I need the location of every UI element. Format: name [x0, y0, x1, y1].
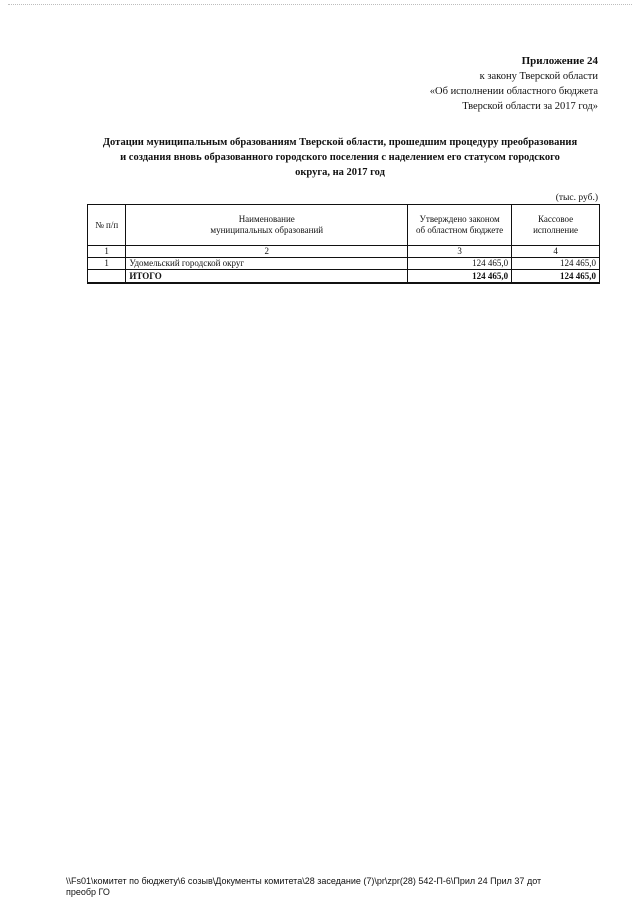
total-label: ИТОГО	[126, 270, 408, 284]
total-cash: 124 465,0	[512, 270, 600, 284]
table-header-row	[88, 205, 600, 246]
header-cash-line-2: исполнение	[533, 225, 579, 235]
header-cash-line-1: Кассовое	[537, 214, 574, 224]
document-title-line-1: Дотации муниципальным образованиям Тверской области, прошедшим процедуру преобразования	[102, 137, 578, 148]
row-num: 1	[88, 258, 126, 270]
row-approved: 124 465,0	[408, 258, 512, 270]
total-approved: 124 465,0	[408, 270, 512, 284]
document-title-line-2: и создания вновь образованного городского поселения с наделением его статусом городского	[120, 152, 560, 163]
header-cash	[512, 205, 600, 246]
appendix-line-2: «Об исполнении областного бюджета	[429, 86, 598, 97]
footer-line-2: преобр ГО	[66, 887, 110, 897]
header-name-line-2: муниципальных образований	[210, 225, 324, 235]
document-title-line-3: округа, на 2017 год	[295, 167, 385, 178]
appendix-line-1: к закону Тверской области	[479, 71, 598, 82]
column-number: 2	[126, 246, 408, 258]
header-name	[126, 205, 408, 246]
header-num: № п/п	[88, 205, 126, 246]
document-title	[80, 135, 600, 180]
header-approved	[408, 205, 512, 246]
scan-artifact-line	[8, 4, 632, 7]
table-row	[88, 258, 600, 270]
footer-line-1: \\Fs01\комитет по бюджету\6 созыв\Документы комитета\28 заседание (7)\pr\zpr(28) 542-П-6\Прил 24 Прил 37 дот	[66, 876, 542, 886]
header-approved-line-2: об областном бюджете	[416, 225, 504, 235]
header-name-line-1: Наименование	[238, 214, 295, 224]
row-name: Удомельский городской округ	[126, 258, 408, 270]
appendix-header	[430, 54, 598, 114]
appendix-line-3: Тверской области за 2017 год»	[462, 101, 598, 112]
header-approved-line-1: Утверждено законом	[419, 214, 500, 224]
row-cash: 124 465,0	[512, 258, 600, 270]
column-number-row	[88, 246, 600, 258]
total-row	[88, 270, 600, 284]
column-number: 3	[408, 246, 512, 258]
appendix-title: Приложение 24	[521, 55, 598, 67]
total-num-empty	[88, 270, 126, 284]
file-path-footer	[66, 876, 586, 898]
column-number: 4	[512, 246, 600, 258]
units-label: (тыс. руб.)	[555, 193, 598, 203]
subsidy-table	[87, 204, 600, 284]
column-number: 1	[88, 246, 126, 258]
